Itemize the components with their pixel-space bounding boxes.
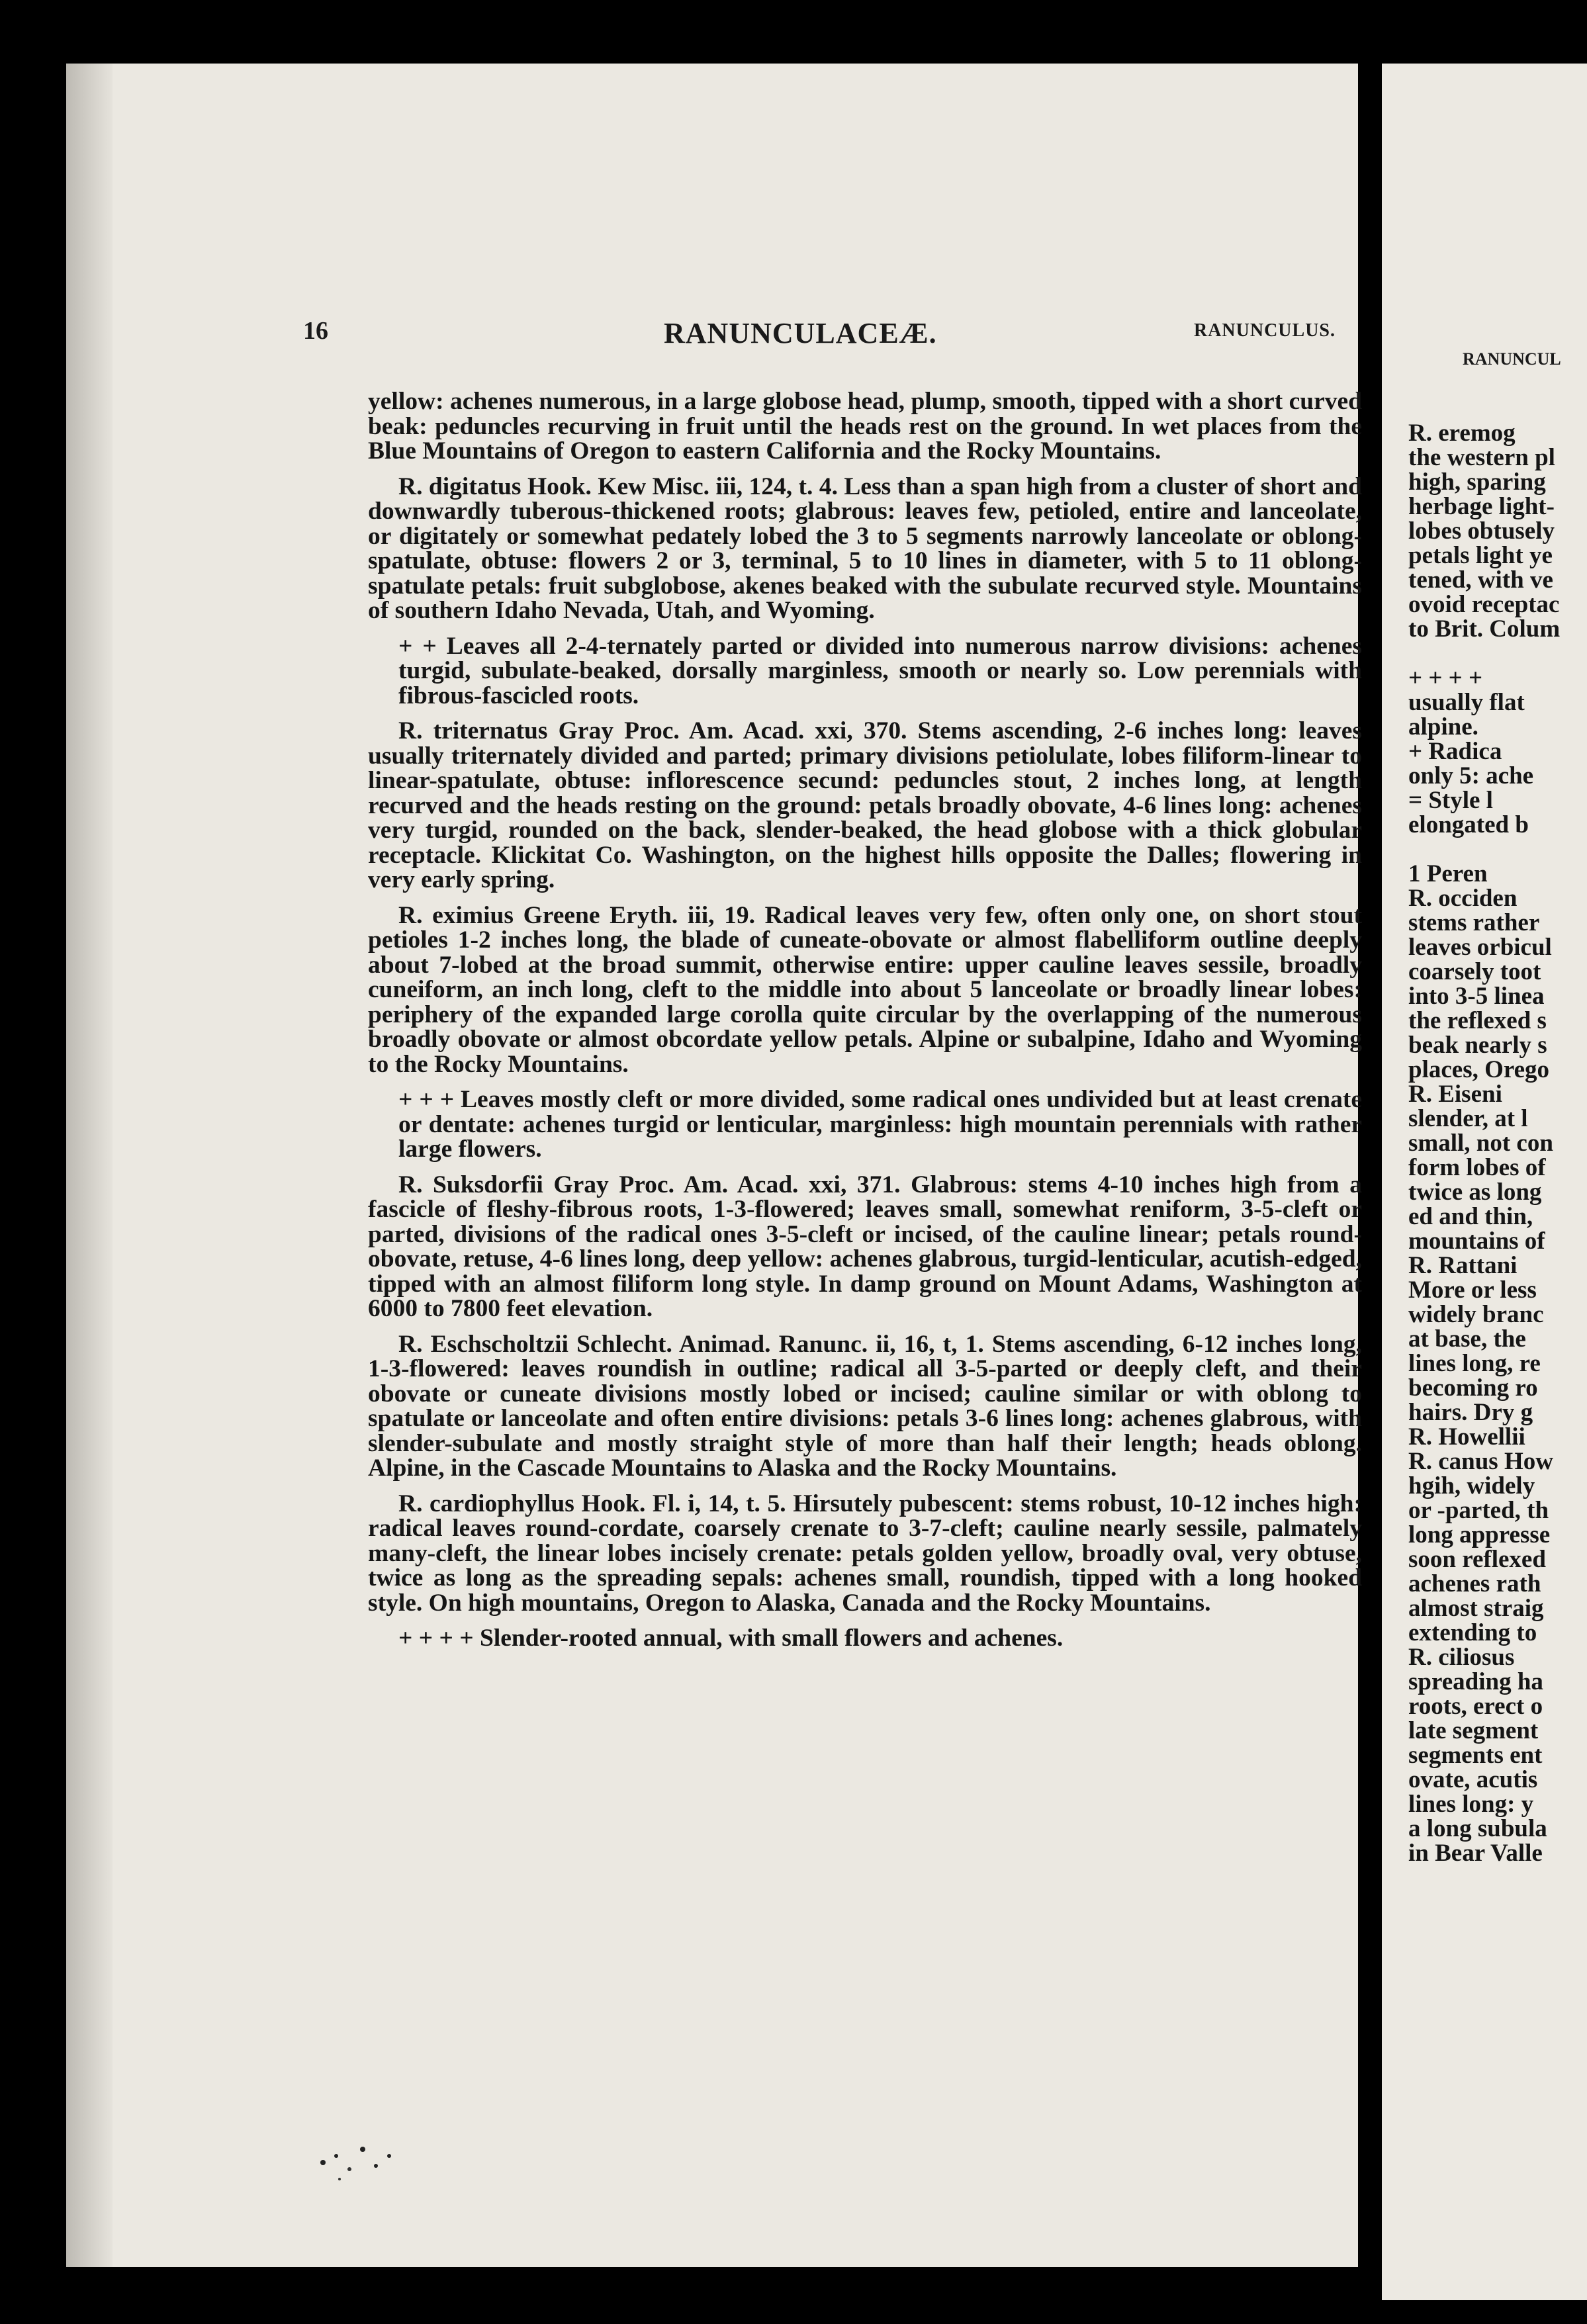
right-page-line: widely branc <box>1408 1301 1544 1328</box>
right-page-line: ed and thin, <box>1408 1203 1533 1230</box>
ink-specks <box>310 2136 422 2196</box>
right-page-line: stems rather <box>1408 909 1540 936</box>
right-page-line: leaves orbicul <box>1408 934 1552 961</box>
right-page-line: herbage light- <box>1408 493 1555 520</box>
right-page-line: or -parted, th <box>1408 1497 1549 1524</box>
right-page-line: segments ent <box>1408 1742 1543 1769</box>
book-gutter <box>1358 64 1384 2300</box>
right-page-line: lines long: y <box>1408 1791 1534 1818</box>
right-page-header: RANUNCUL <box>1463 349 1561 369</box>
species-name: R. digitatus <box>398 472 521 500</box>
right-page-line: roots, erect o <box>1408 1693 1543 1720</box>
right-page-line: twice as long <box>1408 1179 1542 1206</box>
page-title: RANUNCULACEÆ. <box>664 317 937 349</box>
right-page-line: lines long, re <box>1408 1350 1541 1377</box>
right-page-line: tened, with ve <box>1408 566 1553 594</box>
key-entry <box>368 1087 1362 1162</box>
key-text: + + Leaves all 2-4-ternately parted or divided into numerous narrow divisions: achenes turgid, subulate-beaked, dorsally marginless, smooth or nearly so. Low perennials with fibrous-fascicled roots. <box>398 632 1362 709</box>
species-entry <box>368 1173 1362 1321</box>
species-entry <box>368 1492 1362 1616</box>
species-description: Hook. Fl. i, 14, t. 5. Hirsutely pubescent: stems robust, 10-12 inches high: radical leaves round-cordate, coarsely crenate to 3-7-cleft; cauline nearly sessile, palmately many-cleft, the linear lobes incisely crenate: petals golden yellow, broadly oval, very obtuse, twice as long as the spreading sepals: achenes small, roundish, tipped with a long hooked style. On high mountains, Oregon to Alaska, Canada and the Rocky Mountains. <box>368 1490 1362 1617</box>
species-name: R. cardiophyllus <box>398 1490 574 1517</box>
right-page-line: R. Eiseni <box>1408 1081 1502 1108</box>
right-page-line: ovate, acutis <box>1408 1766 1538 1793</box>
right-page-line: long appresse <box>1408 1521 1551 1548</box>
right-page-line: hgih, widely <box>1408 1472 1535 1499</box>
right-page-line: the western pl <box>1408 444 1555 471</box>
right-page-line: at base, the <box>1408 1325 1526 1353</box>
right-page-line: mountains of <box>1408 1228 1545 1255</box>
right-page-line: petals light ye <box>1408 542 1553 569</box>
right-page-line: places, Orego <box>1408 1056 1550 1083</box>
right-page-line: usually flat <box>1408 689 1525 716</box>
right-page-line: achenes rath <box>1408 1570 1541 1597</box>
right-page-line <box>1408 641 1587 666</box>
right-page-line: R. Howellii <box>1408 1423 1525 1451</box>
page-edge-shadow <box>66 64 113 2267</box>
body-text <box>368 389 1362 1662</box>
species-name: R. eximius <box>398 901 514 929</box>
right-page-line: R. Rattani <box>1408 1252 1518 1279</box>
key-entry <box>368 634 1362 709</box>
right-page-line: becoming ro <box>1408 1374 1538 1402</box>
key-text: + + + Leaves mostly cleft or more divided, some radical ones undivided but at least crenate or dentate: achenes turgid or lenticular, marginless: high mountain perennials with rather large flowers. <box>398 1086 1362 1163</box>
section-title: RANUNCULUS. <box>1193 320 1336 341</box>
species-description: Greene Eryth. iii, 19. Radical leaves very few, often only one, on short stout petioles 1-2 inches long, the blade of cuneate-obovate or almost flabelliform outline deeply about 7-lobed at the broad summit, otherwise entire: upper cauline leaves sessile, broadly cuneiform, an inch long, cleft to the middle into about 5 lanceolate or broadly linear lobes: periphery of the expanded large corolla quite circular by the overlapping of the numerous broadly obovate or almost obcordate yellow petals. Alpine or subalpine, Idaho and Wyoming to the Rocky Mountains. <box>368 901 1362 1078</box>
right-page-line: + Radica <box>1408 738 1502 765</box>
paragraph-text: yellow: achenes numerous, in a large globose head, plump, smooth, tipped with a short curved beak: peduncles recurving in fruit until the heads rest on the ground. In wet places from the Blue Mountains of Oregon to eastern California and the Rocky Mountains. <box>368 388 1362 465</box>
right-page-line: R. ciliosus <box>1408 1644 1515 1671</box>
right-page-line: small, not con <box>1408 1130 1553 1157</box>
right-page-line: in Bear Valle <box>1408 1840 1543 1865</box>
right-page-line: late segment <box>1408 1717 1539 1744</box>
right-page-line: form lobes of <box>1408 1154 1546 1181</box>
right-page-line: R. eremog <box>1408 421 1516 447</box>
right-page-line <box>1408 837 1587 862</box>
right-page-line: R. occiden <box>1408 885 1518 912</box>
right-page-text <box>1408 421 1587 1865</box>
species-description: Schlecht. Animad. Ranunc. ii, 16, t, 1. Stems ascending, 6-12 inches long, 1-3-flowered: leaves roundish in outline; radical all 3-5-parted or deeply cleft, and their obovate or cuneate divisions mostly lobed or incised; cauline similar or with oblong to spatulate or lanceolate and often entire divisions: petals 3-6 lines long: achenes glabrous, with slender-subulate and mostly straight style of more than half their length; heads oblong. Alpine, in the Cascade Mountains to Alaska and the Rocky Mountains. <box>368 1330 1362 1482</box>
right-page-line: almost straig <box>1408 1595 1544 1622</box>
right-page-line: elongated b <box>1408 811 1529 838</box>
right-page-line: lobes obtusely <box>1408 517 1555 545</box>
right-page-line: coarsely toot <box>1408 958 1541 985</box>
species-name: R. triternatus <box>398 717 548 744</box>
species-entry <box>368 1332 1362 1481</box>
right-page-line: More or less <box>1408 1276 1537 1304</box>
right-page-line: to Brit. Colum <box>1408 615 1561 643</box>
right-page-line: spreading ha <box>1408 1668 1543 1695</box>
species-entry <box>368 719 1362 893</box>
key-entry <box>368 1626 1362 1651</box>
right-page-line: soon reflexed <box>1408 1546 1546 1573</box>
species-entry <box>368 903 1362 1077</box>
right-page-line: hairs. Dry g <box>1408 1399 1533 1426</box>
right-page-line: high, sparing <box>1408 469 1546 496</box>
species-name: R. Suksdorfii <box>398 1171 543 1198</box>
species-description: Gray Proc. Am. Acad. xxi, 370. Stems ascending, 2-6 inches long: leaves usually triternately divided and parted; primary divisions petiolulate, lobes filiform-linear to linear-spatulate, obtuse: inflorescence secund: peduncles stout, 2 inches long, at length recurved and the heads resting on the ground: petals broadly obovate, 4-6 lines long: achenes very turgid, rounded on the back, slender-beaked, the head globose with a thick globular receptacle. Klickitat Co. Washington, on the highest hills opposite the Dalles; flowering in very early spring. <box>368 717 1363 893</box>
species-description: Gray Proc. Am. Acad. xxi, 371. Glabrous: stems 4-10 inches high from a fascicle of fleshy-fibrous roots, 1-3-flowered; leaves small, somewhat reniform, 3-5-cleft or parted, divisions of the radical ones 3-5-cleft or incised, of the cauline linear; petals round-obovate, retuse, 4-6 lines long, deep yellow: achenes glabrous, turgid-lenticular, acutish-edged, tipped with an almost filiform long style. In damp ground on Mount Adams, Washington at 6000 to 7800 feet elevation. <box>368 1171 1362 1322</box>
paragraph <box>368 389 1362 464</box>
page-number: 16 <box>303 317 328 345</box>
right-page-line: a long subula <box>1408 1815 1547 1842</box>
species-description: Hook. Kew Misc. iii, 124, t. 4. Less than a span high from a cluster of short and downwardly tuberous-thickened roots; glabrous: leaves few, petioled, entire and lanceolate, or digitately or somewhat pedately lobed the 3 to 5 segments narrowly lanceolate or oblong-spatulate, obtuse: flowers 2 or 3, terminal, 5 to 10 lines in diameter, with 5 to 11 oblong-spatulate petals: fruit subglobose, akenes beaked with the subulate recurved style. Mountains of southern Idaho Nevada, Utah, and Wyoming. <box>368 472 1363 624</box>
right-page-line: 1 Peren <box>1408 860 1488 887</box>
running-header <box>303 316 1336 356</box>
right-page-line: beak nearly s <box>1408 1032 1547 1059</box>
right-page-line: into 3-5 linea <box>1408 983 1545 1010</box>
right-page-line: the reflexed s <box>1408 1007 1547 1034</box>
right-page-line: only 5: ache <box>1408 762 1534 789</box>
right-page-line: ovoid receptac <box>1408 591 1560 618</box>
species-entry <box>368 474 1362 623</box>
right-page-line: alpine. <box>1408 713 1478 740</box>
right-page-line: + + + + <box>1408 664 1483 692</box>
key-text: + + + + Slender-rooted annual, with small flowers and achenes. <box>398 1625 1064 1652</box>
right-page-line: slender, at l <box>1408 1105 1528 1132</box>
right-page-line: = Style l <box>1408 787 1493 814</box>
right-page-line: extending to <box>1408 1619 1537 1646</box>
species-name: R. Eschscholtzii <box>398 1330 568 1358</box>
right-page-line: R. canus How <box>1408 1448 1553 1475</box>
